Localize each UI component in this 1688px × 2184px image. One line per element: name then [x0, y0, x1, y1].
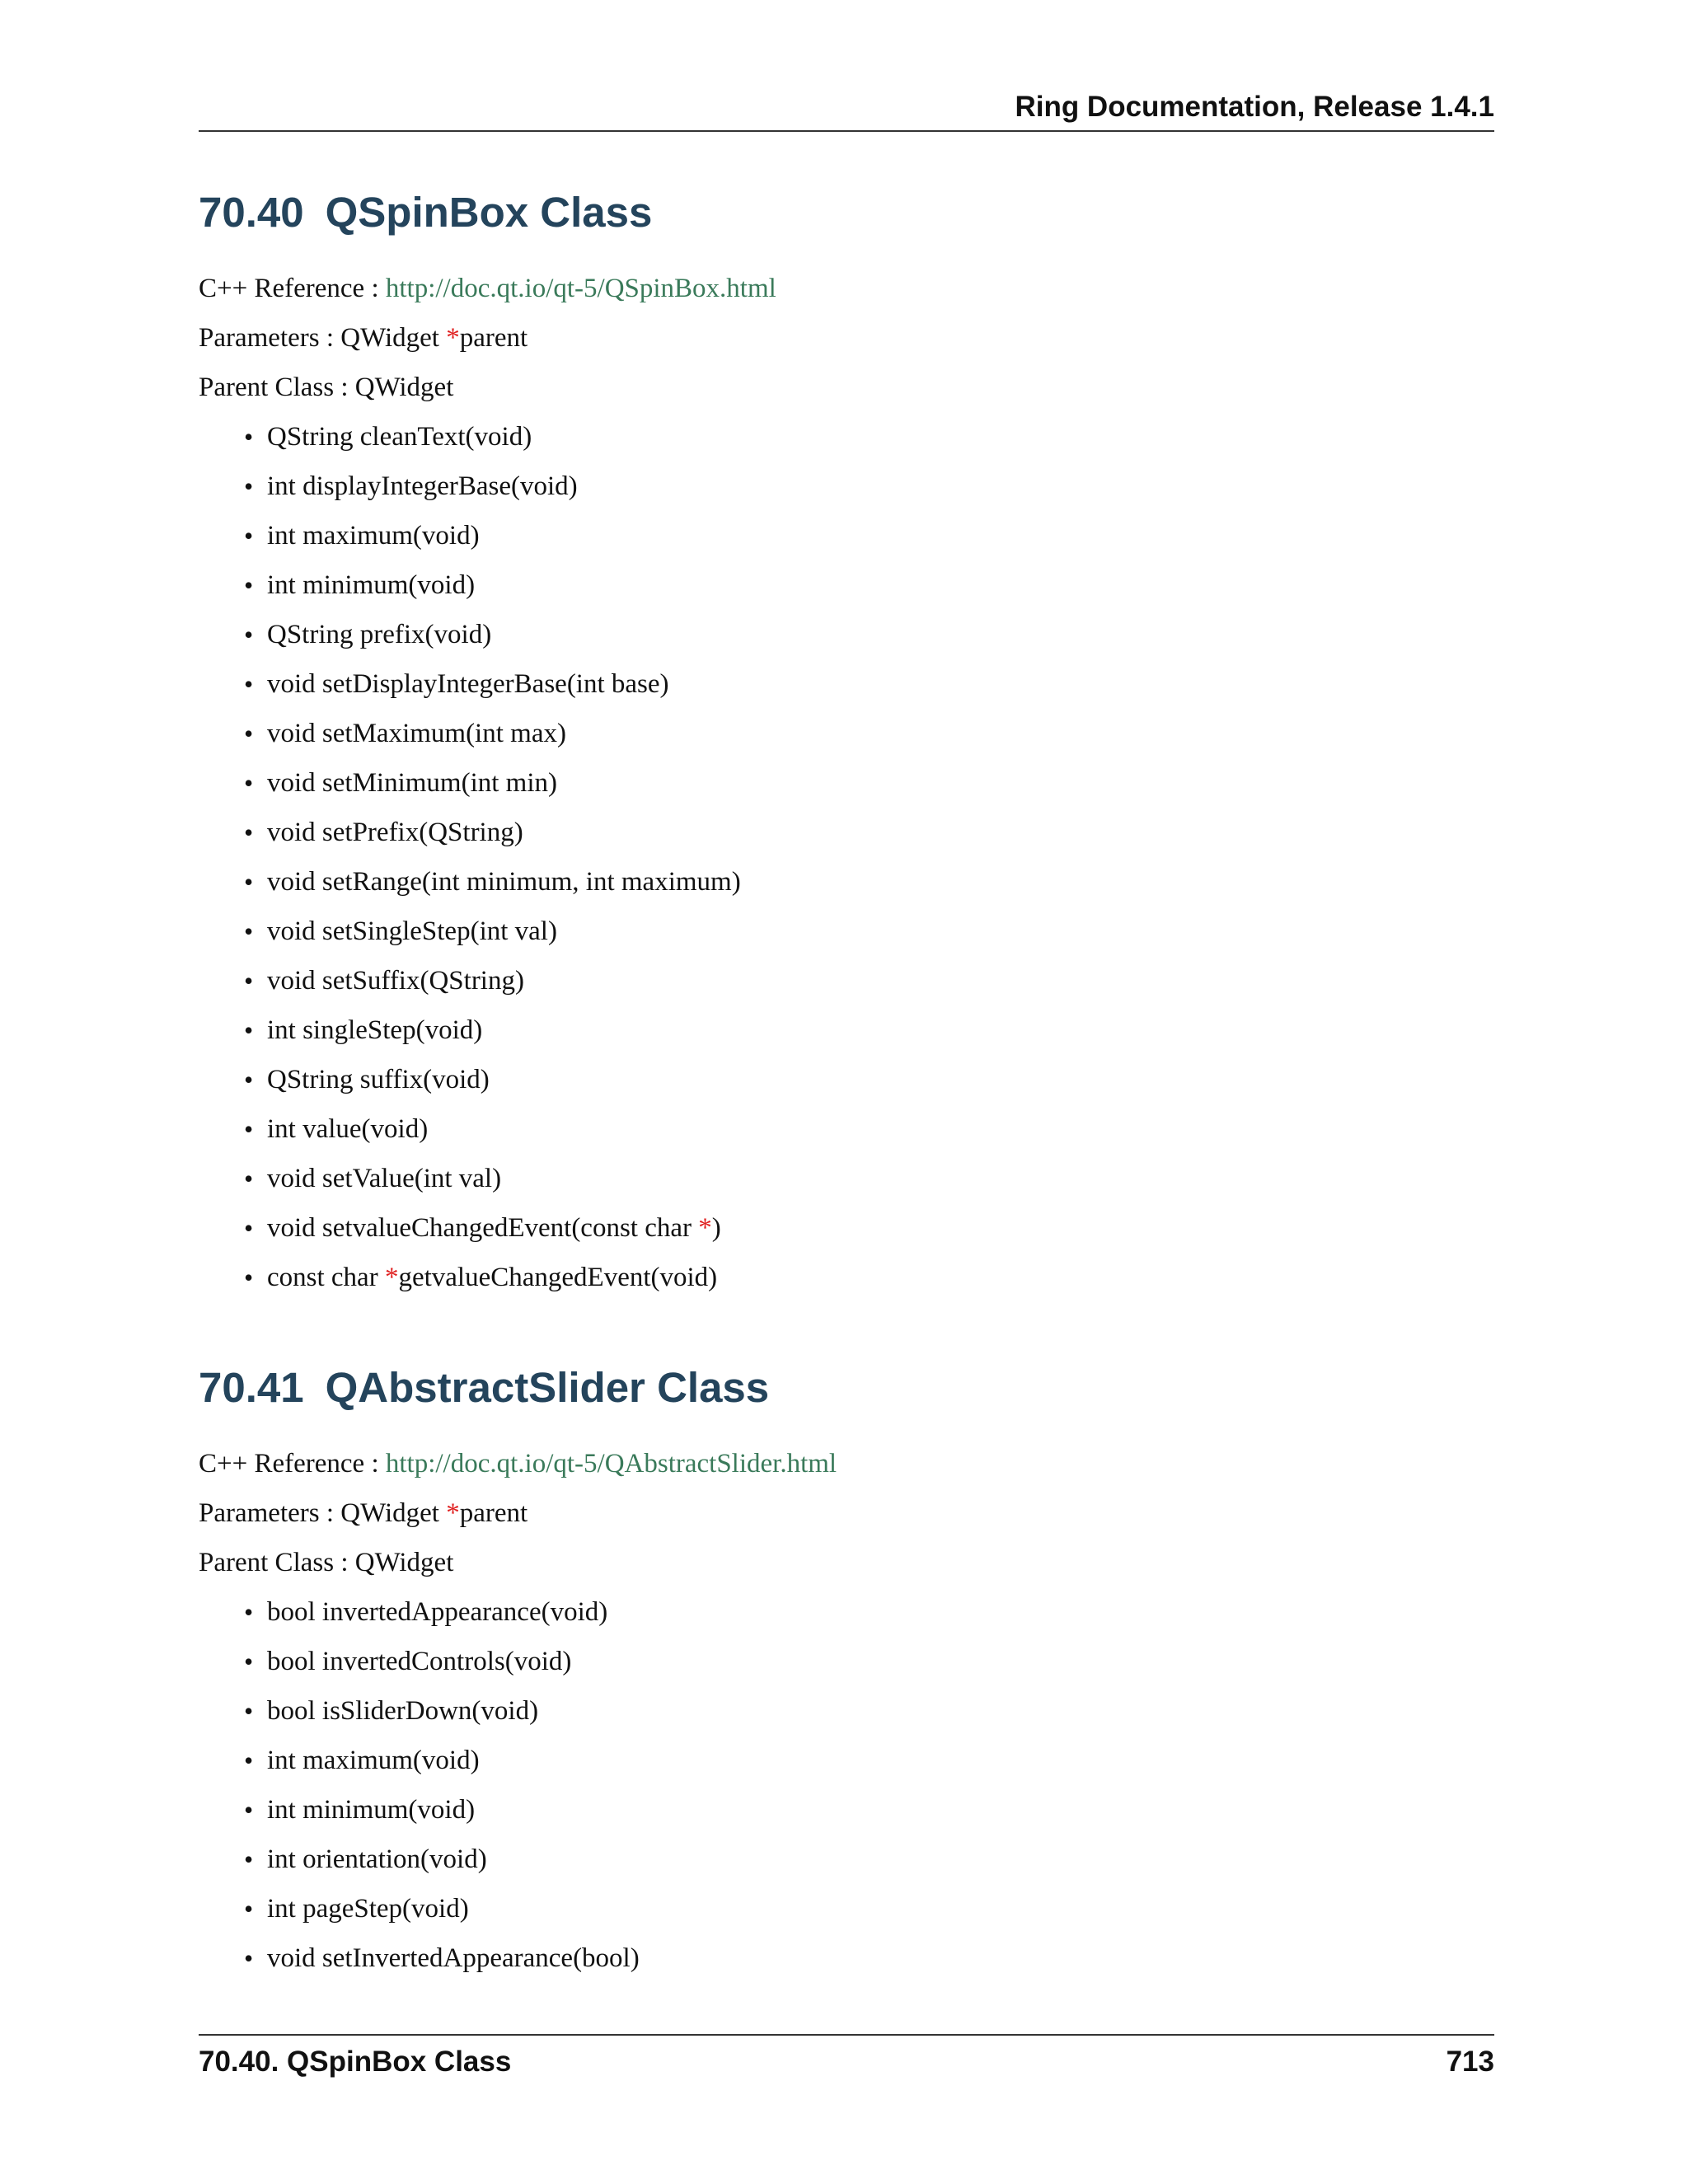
- pointer-star: *: [446, 323, 460, 353]
- section-title: QAbstractSlider Class: [325, 1364, 770, 1411]
- section-number: 70.40: [199, 189, 304, 236]
- method-list: [199, 412, 1494, 1302]
- method-item: • int minimum(void): [267, 560, 1494, 610]
- method-item: • void setSuffix(QString): [267, 956, 1494, 1005]
- document-title: Ring Documentation, Release 1.4.1: [1015, 91, 1494, 123]
- pointer-star: *: [384, 1263, 399, 1292]
- method-list: [199, 1587, 1494, 1983]
- method-item: • void setPrefix(QString): [267, 808, 1494, 857]
- parent-class: Parent Class : QWidget: [199, 1548, 454, 1577]
- section-number: 70.41: [199, 1364, 304, 1411]
- parameters-label: Parameters :: [199, 323, 341, 353]
- section-title: QSpinBox Class: [325, 189, 653, 236]
- method-item: • bool invertedControls(void): [267, 1637, 1494, 1686]
- pointer-star: *: [698, 1213, 712, 1243]
- footer-section-ref: 70.40. QSpinBox Class: [199, 2046, 512, 2078]
- parameters-type: QWidget: [340, 323, 447, 353]
- page-header: [199, 91, 1494, 132]
- method-item: • int singleStep(void): [267, 1005, 1494, 1055]
- page-footer: [199, 2034, 1494, 2085]
- method-item: • void setValue(int val): [267, 1154, 1494, 1203]
- method-item: • QString cleanText(void): [267, 412, 1494, 462]
- method-item: • int value(void): [267, 1104, 1494, 1154]
- cpp-reference-label: C++ Reference :: [199, 1449, 386, 1479]
- parameters: [199, 313, 1494, 363]
- method-item: • int pageStep(void): [267, 1884, 1494, 1933]
- cpp-reference: [199, 1439, 1494, 1488]
- method-item: • int maximum(void): [267, 1736, 1494, 1785]
- method-item: • QString suffix(void): [267, 1055, 1494, 1104]
- method-item: • int displayIntegerBase(void): [267, 462, 1494, 511]
- section-qspinbox: [199, 188, 1494, 1302]
- pointer-star: *: [446, 1498, 460, 1528]
- method-item: • int maximum(void): [267, 511, 1494, 560]
- method-item: • void setInvertedAppearance(bool): [267, 1933, 1494, 1983]
- parameters-type: QWidget: [340, 1498, 447, 1528]
- cpp-reference: [199, 264, 1494, 313]
- cpp-reference-label: C++ Reference :: [199, 274, 386, 303]
- method-item: • void setSingleStep(int val): [267, 907, 1494, 956]
- method-item: • void setDisplayIntegerBase(int base): [267, 659, 1494, 709]
- section-heading: [199, 1363, 1494, 1413]
- parameters-name: parent: [459, 1498, 528, 1528]
- method-item: • bool isSliderDown(void): [267, 1686, 1494, 1736]
- method-item: • QString prefix(void): [267, 610, 1494, 659]
- method-item: • void setMinimum(int min): [267, 758, 1494, 808]
- method-item: • bool invertedAppearance(void): [267, 1587, 1494, 1637]
- parameters-label: Parameters :: [199, 1498, 341, 1528]
- cpp-reference-link[interactable]: http://doc.qt.io/qt-5/QAbstractSlider.html: [385, 1449, 837, 1479]
- parent-class: Parent Class : QWidget: [199, 373, 454, 402]
- method-item: • void setvalueChangedEvent(const char *): [267, 1203, 1494, 1253]
- page-number: 713: [1446, 2046, 1494, 2078]
- method-item: • void setRange(int minimum, int maximum): [267, 857, 1494, 907]
- method-item: • int orientation(void): [267, 1835, 1494, 1884]
- method-item: • const char *getvalueChangedEvent(void): [267, 1253, 1494, 1302]
- section-heading: [199, 188, 1494, 237]
- method-item: • void setMaximum(int max): [267, 709, 1494, 758]
- section-qabstractslider: [199, 1363, 1494, 1983]
- method-item: • int minimum(void): [267, 1785, 1494, 1835]
- cpp-reference-link[interactable]: http://doc.qt.io/qt-5/QSpinBox.html: [385, 274, 776, 303]
- parameters-name: parent: [459, 323, 528, 353]
- parameters: [199, 1488, 1494, 1538]
